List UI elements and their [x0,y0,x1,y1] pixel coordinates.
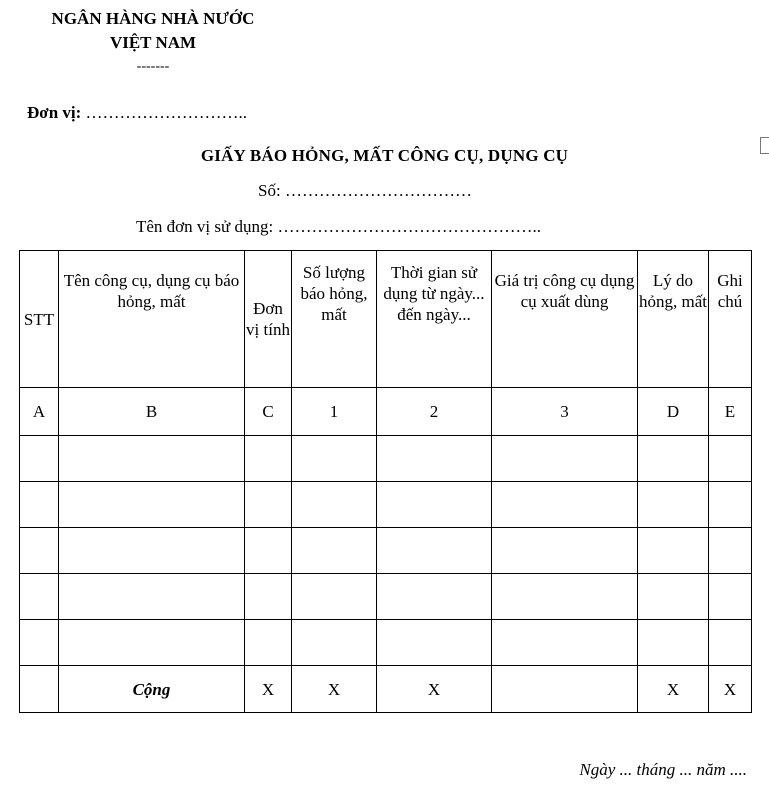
header-divider: ------- [136,59,170,74]
table-cell[interactable] [709,436,752,482]
total-period-cell: X [377,666,492,713]
table-cell[interactable] [292,436,377,482]
code-cell: A [20,388,59,436]
table-cell[interactable] [709,482,752,528]
table-row [20,574,752,620]
table-cell[interactable] [245,528,292,574]
org-name-line2: VIỆT NAM [109,33,197,52]
unit-value: ……………………….. [85,103,248,122]
table-cell[interactable] [20,620,59,666]
code-cell: E [709,388,752,436]
tools-table [19,250,752,713]
code-cell: C [245,388,292,436]
header-value: Giá trị công cụ dụng cụ xuất dùng [492,251,638,388]
table-cell[interactable] [709,574,752,620]
table-cell[interactable] [638,482,709,528]
unit-line [27,103,247,123]
table-cell[interactable] [638,574,709,620]
table-cell[interactable] [245,436,292,482]
table-cell[interactable] [709,528,752,574]
table-cell[interactable] [377,528,492,574]
total-value-cell[interactable] [492,666,638,713]
header-usage-period: Thời gian sử dụng từ ngày... đến ngày... [377,251,492,388]
table-cell[interactable] [492,620,638,666]
table-cell[interactable] [377,436,492,482]
form-title: GIẤY BÁO HỎNG, MẤT CÔNG CỤ, DỤNG CỤ [200,146,569,165]
table-cell[interactable] [292,620,377,666]
table-cell[interactable] [492,528,638,574]
table-cell[interactable] [245,482,292,528]
code-cell: 1 [292,388,377,436]
header-note: Ghi chú [709,251,752,388]
code-cell: 2 [377,388,492,436]
table-cell[interactable] [377,620,492,666]
table-row [20,482,752,528]
number-line [258,181,472,201]
total-label: Cộng [59,666,245,713]
table-cell[interactable] [292,574,377,620]
table-cell[interactable] [20,482,59,528]
table-cell[interactable] [59,574,245,620]
table-cell[interactable] [638,436,709,482]
user-unit-label: Tên đơn vị sử dụng: [136,217,274,236]
table-cell[interactable] [377,574,492,620]
table-row [20,528,752,574]
total-note-cell: X [709,666,752,713]
table-cell[interactable] [492,436,638,482]
unit-label: Đơn vị: [27,103,82,122]
total-stt-cell [20,666,59,713]
header-reason: Lý do hỏng, mất [638,251,709,388]
table-cell[interactable] [638,620,709,666]
number-value: …………………………… [284,181,472,200]
number-label: Số: [258,181,281,200]
user-unit-line [136,217,541,237]
total-unit-cell: X [245,666,292,713]
table-cell[interactable] [59,482,245,528]
table-cell[interactable] [245,574,292,620]
table-cell[interactable] [59,528,245,574]
org-name-line1: NGÂN HÀNG NHÀ NƯỚC [51,9,255,28]
table-cell[interactable] [492,574,638,620]
table-cell[interactable] [709,620,752,666]
total-quantity-cell: X [292,666,377,713]
table-cell[interactable] [377,482,492,528]
total-reason-cell: X [638,666,709,713]
table-cell[interactable] [59,620,245,666]
table-cell[interactable] [20,436,59,482]
code-cell: D [638,388,709,436]
code-cell: B [59,388,245,436]
table-row [20,620,752,666]
date-line: Ngày ... tháng ... năm .... [579,760,747,779]
table-cell[interactable] [638,528,709,574]
table-header-row [20,251,752,388]
table-row [20,436,752,482]
table-total-row [20,666,752,713]
table-cell[interactable] [245,620,292,666]
code-cell: 3 [492,388,638,436]
table-cell[interactable] [292,528,377,574]
table-cell[interactable] [492,482,638,528]
header-stt: STT [20,251,59,388]
header-tool-name: Tên công cụ, dụng cụ báo hỏng, mất [59,251,245,388]
table-cell[interactable] [20,528,59,574]
table-code-row [20,388,752,436]
user-unit-value: ……………………………………….. [277,217,541,236]
table-cell[interactable] [20,574,59,620]
header-quantity: Số lượng báo hỏng, mất [292,251,377,388]
table-cell[interactable] [59,436,245,482]
header-unit: Đơn vị tính [245,251,292,388]
table-cell[interactable] [292,482,377,528]
